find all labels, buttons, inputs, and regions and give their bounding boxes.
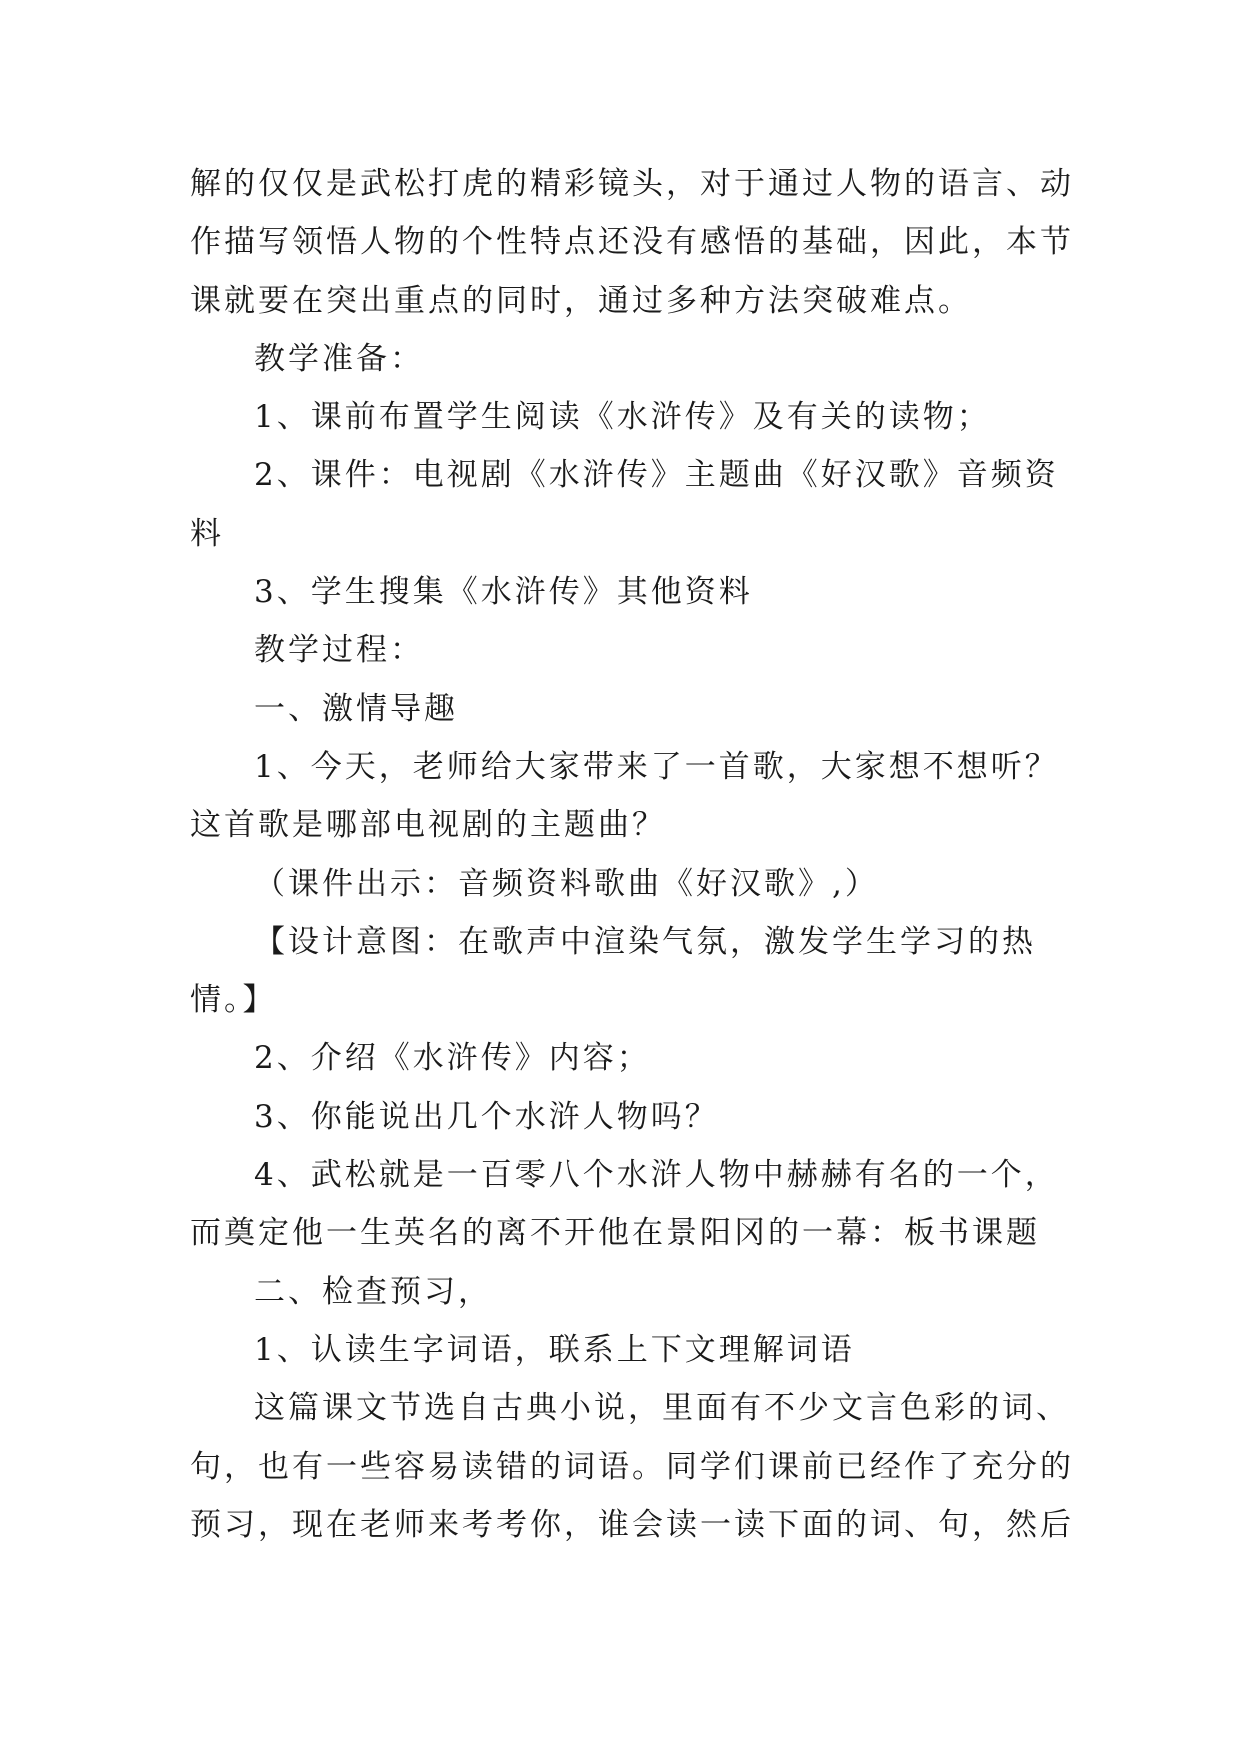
text-line: 1、今天，老师给大家带来了一首歌，大家想不想听？ [254, 748, 1059, 785]
text-line: 这首歌是哪部电视剧的主题曲？ [190, 807, 666, 844]
text-line: 料 [190, 515, 224, 552]
text-line: 1、认读生字词语，联系上下文理解词语 [254, 1331, 855, 1368]
section-heading: 一、激情导趣 [254, 690, 458, 727]
text-line: 课就要在突出重点的同时，通过多种方法突破难点。 [190, 282, 972, 319]
text-line: 3、你能说出几个水浒人物吗？ [254, 1098, 719, 1135]
text-line: 句，也有一些容易读错的词语。同学们课前已经作了充分的 [190, 1448, 1074, 1485]
text-line: 4、武松就是一百零八个水浒人物中赫赫有名的一个， [254, 1157, 1059, 1194]
design-note: 【设计意图：在歌声中渲染气氛，激发学生学习的热 [254, 923, 1036, 960]
section-heading: 二、检查预习， [254, 1273, 492, 1310]
body-text [190, 155, 1074, 1554]
text-line: 1、课前布置学生阅读《水浒传》及有关的读物； [254, 399, 991, 436]
section-heading: 教学过程： [254, 632, 424, 669]
text-line: 3、学生搜集《水浒传》其他资料 [254, 574, 753, 611]
text-line: 2、介绍《水浒传》内容； [254, 1040, 651, 1077]
text-line: 而奠定他一生英名的离不开他在景阳冈的一幕：板书课题 [190, 1215, 1040, 1252]
text-line: （课件出示：音频资料歌曲《好汉歌》,） [254, 865, 879, 902]
design-note: 情。】 [190, 982, 277, 1019]
text-line: 这篇课文节选自古典小说，里面有不少文言色彩的词、 [254, 1390, 1070, 1427]
section-heading: 教学准备： [254, 340, 424, 377]
text-line: 预习，现在老师来考考你，谁会读一读下面的词、句，然后 [190, 1506, 1074, 1543]
text-line: 作描写领悟人物的个性特点还没有感悟的基础，因此，本节 [190, 224, 1074, 261]
text-line: 解的仅仅是武松打虎的精彩镜头，对于通过人物的语言、动 [190, 166, 1074, 202]
text-line: 2、课件：电视剧《水浒传》主题曲《好汉歌》音频资 [254, 457, 1059, 494]
